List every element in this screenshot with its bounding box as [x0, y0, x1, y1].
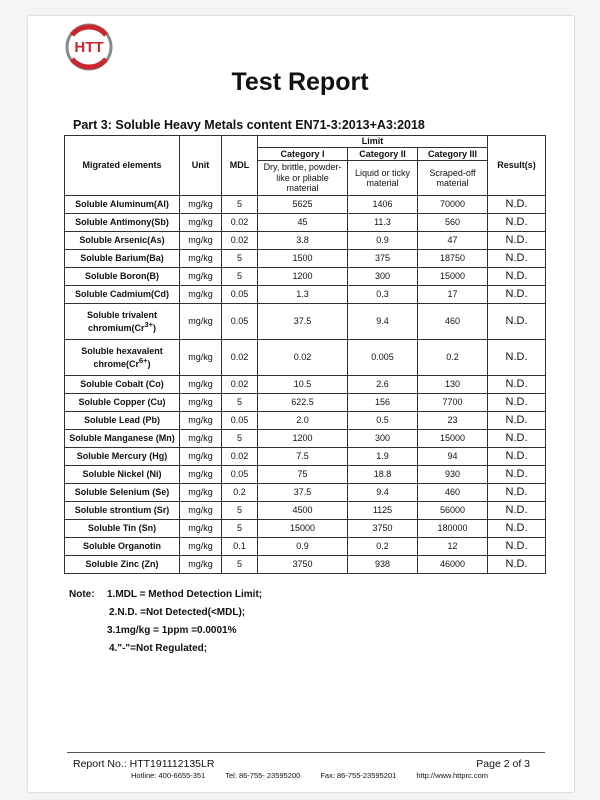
result-cell: N.D. — [488, 250, 546, 268]
unit-cell: mg/kg — [180, 538, 222, 556]
mdl-cell: 0.02 — [222, 376, 258, 394]
element-name: Soluble strontium (Sr) — [65, 502, 180, 520]
element-name: Soluble Cadmium(Cd) — [65, 286, 180, 304]
cat2-limit-cell: 1.9 — [348, 448, 418, 466]
result-cell: N.D. — [488, 340, 546, 376]
cat3-limit-cell: 56000 — [418, 502, 488, 520]
element-name: Soluble Aluminum(Al) — [65, 196, 180, 214]
col-header-unit: Unit — [180, 136, 222, 196]
mdl-cell: 0.05 — [222, 466, 258, 484]
unit-cell: mg/kg — [180, 196, 222, 214]
unit-cell: mg/kg — [180, 484, 222, 502]
element-name-end: ) — [153, 323, 157, 333]
cat3-limit-cell: 7700 — [418, 394, 488, 412]
element-valence: 6+ — [138, 356, 148, 365]
element-name: Soluble Copper (Cu) — [65, 394, 180, 412]
cat1-limit-cell: 45 — [258, 214, 348, 232]
category-1-name: Category I — [258, 148, 348, 161]
cat2-limit-cell: 9.4 — [348, 484, 418, 502]
cat1-limit-cell: 7.5 — [258, 448, 348, 466]
cat2-limit-cell: 1125 — [348, 502, 418, 520]
table-row — [65, 196, 546, 214]
cat3-limit-cell: 46000 — [418, 556, 488, 574]
cat1-limit-cell: 0.9 — [258, 538, 348, 556]
mdl-cell: 5 — [222, 430, 258, 448]
cat3-limit-cell: 930 — [418, 466, 488, 484]
cat1-limit-cell: 0.02 — [258, 340, 348, 376]
category-2-name: Category II — [348, 148, 418, 161]
unit-cell: mg/kg — [180, 412, 222, 430]
mdl-cell: 5 — [222, 556, 258, 574]
results-table — [64, 135, 546, 574]
cat2-limit-cell: 300 — [348, 430, 418, 448]
cat3-limit-cell: 94 — [418, 448, 488, 466]
cat2-limit-cell: 375 — [348, 250, 418, 268]
element-name: Soluble Nickel (Ni) — [65, 466, 180, 484]
result-cell: N.D. — [488, 556, 546, 574]
mdl-cell: 0.02 — [222, 340, 258, 376]
logo-arc-red — [72, 27, 106, 35]
unit-cell: mg/kg — [180, 304, 222, 340]
report-number: Report No.: HTT191112135LR — [73, 758, 215, 770]
result-cell: N.D. — [488, 232, 546, 250]
cat3-limit-cell: 12 — [418, 538, 488, 556]
element-name: Soluble Cobalt (Co) — [65, 376, 180, 394]
cat1-limit-cell: 10.5 — [258, 376, 348, 394]
cat1-limit-cell: 37.5 — [258, 484, 348, 502]
cat1-limit-cell: 1200 — [258, 430, 348, 448]
result-cell: N.D. — [488, 376, 546, 394]
note-line: 3.1mg/kg = 1ppm =0.0001% — [107, 625, 237, 636]
cat2-limit-cell: 938 — [348, 556, 418, 574]
cat2-limit-cell: 0.3 — [348, 286, 418, 304]
table-row — [65, 430, 546, 448]
element-name: Soluble Lead (Pb) — [65, 412, 180, 430]
cat1-limit-cell: 1200 — [258, 268, 348, 286]
element-name: Soluble Manganese (Mn) — [65, 430, 180, 448]
unit-cell: mg/kg — [180, 340, 222, 376]
mdl-cell: 0.05 — [222, 412, 258, 430]
cat3-limit-cell: 70000 — [418, 196, 488, 214]
cat1-limit-cell: 37.5 — [258, 304, 348, 340]
cat1-limit-cell: 2.0 — [258, 412, 348, 430]
logo-text: HTT — [74, 39, 104, 56]
cat2-limit-cell: 9.4 — [348, 304, 418, 340]
footer-divider — [67, 752, 545, 753]
table-row — [65, 538, 546, 556]
category-3-name: Category III — [418, 148, 488, 161]
table-row — [65, 376, 546, 394]
mdl-cell: 5 — [222, 520, 258, 538]
col-header-element: Migrated elements — [65, 136, 180, 196]
col-header-limit: Limit — [258, 136, 488, 148]
table-row — [65, 394, 546, 412]
hotline-text: Hotline: 400-6655-351 — [131, 771, 206, 780]
table-row — [65, 502, 546, 520]
unit-cell: mg/kg — [180, 466, 222, 484]
mdl-cell: 5 — [222, 196, 258, 214]
result-cell: N.D. — [488, 502, 546, 520]
result-cell: N.D. — [488, 214, 546, 232]
cat1-limit-cell: 3750 — [258, 556, 348, 574]
table-row — [65, 214, 546, 232]
notes-label: Note: — [69, 589, 95, 600]
footer-contacts — [131, 771, 506, 780]
cat1-limit-cell: 15000 — [258, 520, 348, 538]
table-row — [65, 304, 546, 340]
cat3-limit-cell: 15000 — [418, 268, 488, 286]
result-cell: N.D. — [488, 268, 546, 286]
unit-cell: mg/kg — [180, 214, 222, 232]
cat1-limit-cell: 622.5 — [258, 394, 348, 412]
unit-cell: mg/kg — [180, 394, 222, 412]
result-cell: N.D. — [488, 484, 546, 502]
table-row — [65, 484, 546, 502]
mdl-cell: 5 — [222, 394, 258, 412]
unit-cell: mg/kg — [180, 376, 222, 394]
category-3-desc: Scraped-off material — [418, 161, 488, 196]
element-name-text: Soluble trivalent chromium(Cr — [86, 309, 157, 333]
cat3-limit-cell: 0.2 — [418, 340, 488, 376]
result-cell: N.D. — [488, 430, 546, 448]
note-line: 1.MDL = Method Detection Limit; — [107, 589, 263, 600]
cat1-limit-cell: 75 — [258, 466, 348, 484]
table-row — [65, 412, 546, 430]
unit-cell: mg/kg — [180, 286, 222, 304]
results-body — [65, 196, 546, 574]
category-2-desc: Liquid or ticky material — [348, 161, 418, 196]
col-header-result: Result(s) — [488, 136, 546, 196]
table-row — [65, 340, 546, 376]
cat2-limit-cell: 300 — [348, 268, 418, 286]
element-name-end: ) — [147, 359, 151, 369]
cat2-limit-cell: 11.3 — [348, 214, 418, 232]
result-cell: N.D. — [488, 286, 546, 304]
mdl-cell: 5 — [222, 502, 258, 520]
table-row — [65, 268, 546, 286]
mdl-cell: 0.2 — [222, 484, 258, 502]
unit-cell: mg/kg — [180, 502, 222, 520]
cat3-limit-cell: 47 — [418, 232, 488, 250]
website-link[interactable]: http://www.httprc.com — [416, 771, 489, 780]
mdl-cell: 0.02 — [222, 448, 258, 466]
cat3-limit-cell: 130 — [418, 376, 488, 394]
table-row — [65, 520, 546, 538]
table-row — [65, 286, 546, 304]
table-row — [65, 448, 546, 466]
cat3-limit-cell: 180000 — [418, 520, 488, 538]
cat2-limit-cell: 156 — [348, 394, 418, 412]
element-name: Soluble Tin (Sn) — [65, 520, 180, 538]
unit-cell: mg/kg — [180, 520, 222, 538]
mdl-cell: 5 — [222, 250, 258, 268]
page-title: Test Report — [231, 68, 369, 96]
mdl-cell: 0.1 — [222, 538, 258, 556]
element-valence: 3+ — [144, 320, 154, 329]
element-name-text: Soluble hexavalent chrome(Cr — [81, 345, 163, 369]
cat3-limit-cell: 23 — [418, 412, 488, 430]
mdl-cell: 0.02 — [222, 214, 258, 232]
cat2-limit-cell: 3750 — [348, 520, 418, 538]
cat2-limit-cell: 0.005 — [348, 340, 418, 376]
unit-cell: mg/kg — [180, 268, 222, 286]
element-name: Soluble Mercury (Hg) — [65, 448, 180, 466]
htt-logo — [64, 22, 114, 72]
category-1-desc: Dry, brittle, powder-like or pliable material — [258, 161, 348, 196]
cat2-limit-cell: 0.2 — [348, 538, 418, 556]
result-cell: N.D. — [488, 520, 546, 538]
cat2-limit-cell: 2.6 — [348, 376, 418, 394]
table-row — [65, 466, 546, 484]
element-name: Soluble Antimony(Sb) — [65, 214, 180, 232]
fax-text: Fax: 86-755-23595201 — [320, 771, 397, 780]
page-number: Page 2 of 3 — [476, 758, 530, 770]
cat3-limit-cell: 18750 — [418, 250, 488, 268]
cat3-limit-cell: 460 — [418, 304, 488, 340]
cat3-limit-cell: 560 — [418, 214, 488, 232]
unit-cell: mg/kg — [180, 250, 222, 268]
cat1-limit-cell: 4500 — [258, 502, 348, 520]
cat2-limit-cell: 1406 — [348, 196, 418, 214]
cat3-limit-cell: 17 — [418, 286, 488, 304]
note-line: 4."-"=Not Regulated; — [109, 643, 208, 654]
element-name: Soluble Selenium (Se) — [65, 484, 180, 502]
mdl-cell: 0.05 — [222, 304, 258, 340]
element-name: Soluble Boron(B) — [65, 268, 180, 286]
cat1-limit-cell: 3.8 — [258, 232, 348, 250]
cat3-limit-cell: 460 — [418, 484, 488, 502]
cat1-limit-cell: 1.3 — [258, 286, 348, 304]
element-name: Soluble Arsenic(As) — [65, 232, 180, 250]
section-title: Part 3: Soluble Heavy Metals content EN71-3:2013+A3:2018 — [73, 118, 425, 132]
tel-text: Tel: 86-755- 23595200 — [225, 771, 301, 780]
element-name: Soluble Organotin — [65, 538, 180, 556]
col-header-mdl: MDL — [222, 136, 258, 196]
result-cell: N.D. — [488, 196, 546, 214]
result-cell: N.D. — [488, 538, 546, 556]
result-cell: N.D. — [488, 412, 546, 430]
table-row — [65, 232, 546, 250]
unit-cell: mg/kg — [180, 448, 222, 466]
element-name — [65, 304, 180, 340]
element-name: Soluble Zinc (Zn) — [65, 556, 180, 574]
mdl-cell: 0.05 — [222, 286, 258, 304]
result-cell: N.D. — [488, 466, 546, 484]
note-line: 2.N.D. =Not Detected(<MDL); — [109, 607, 246, 618]
cat3-limit-cell: 15000 — [418, 430, 488, 448]
table-row — [65, 250, 546, 268]
unit-cell: mg/kg — [180, 430, 222, 448]
unit-cell: mg/kg — [180, 556, 222, 574]
cat2-limit-cell: 0.9 — [348, 232, 418, 250]
element-name — [65, 340, 180, 376]
cat1-limit-cell: 1500 — [258, 250, 348, 268]
mdl-cell: 5 — [222, 268, 258, 286]
mdl-cell: 0.02 — [222, 232, 258, 250]
unit-cell: mg/kg — [180, 232, 222, 250]
element-name: Soluble Barium(Ba) — [65, 250, 180, 268]
logo-arc-red-bottom — [72, 59, 106, 67]
table-row — [65, 556, 546, 574]
cat2-limit-cell: 0.5 — [348, 412, 418, 430]
cat1-limit-cell: 5625 — [258, 196, 348, 214]
result-cell: N.D. — [488, 448, 546, 466]
result-cell: N.D. — [488, 394, 546, 412]
result-cell: N.D. — [488, 304, 546, 340]
cat2-limit-cell: 18.8 — [348, 466, 418, 484]
